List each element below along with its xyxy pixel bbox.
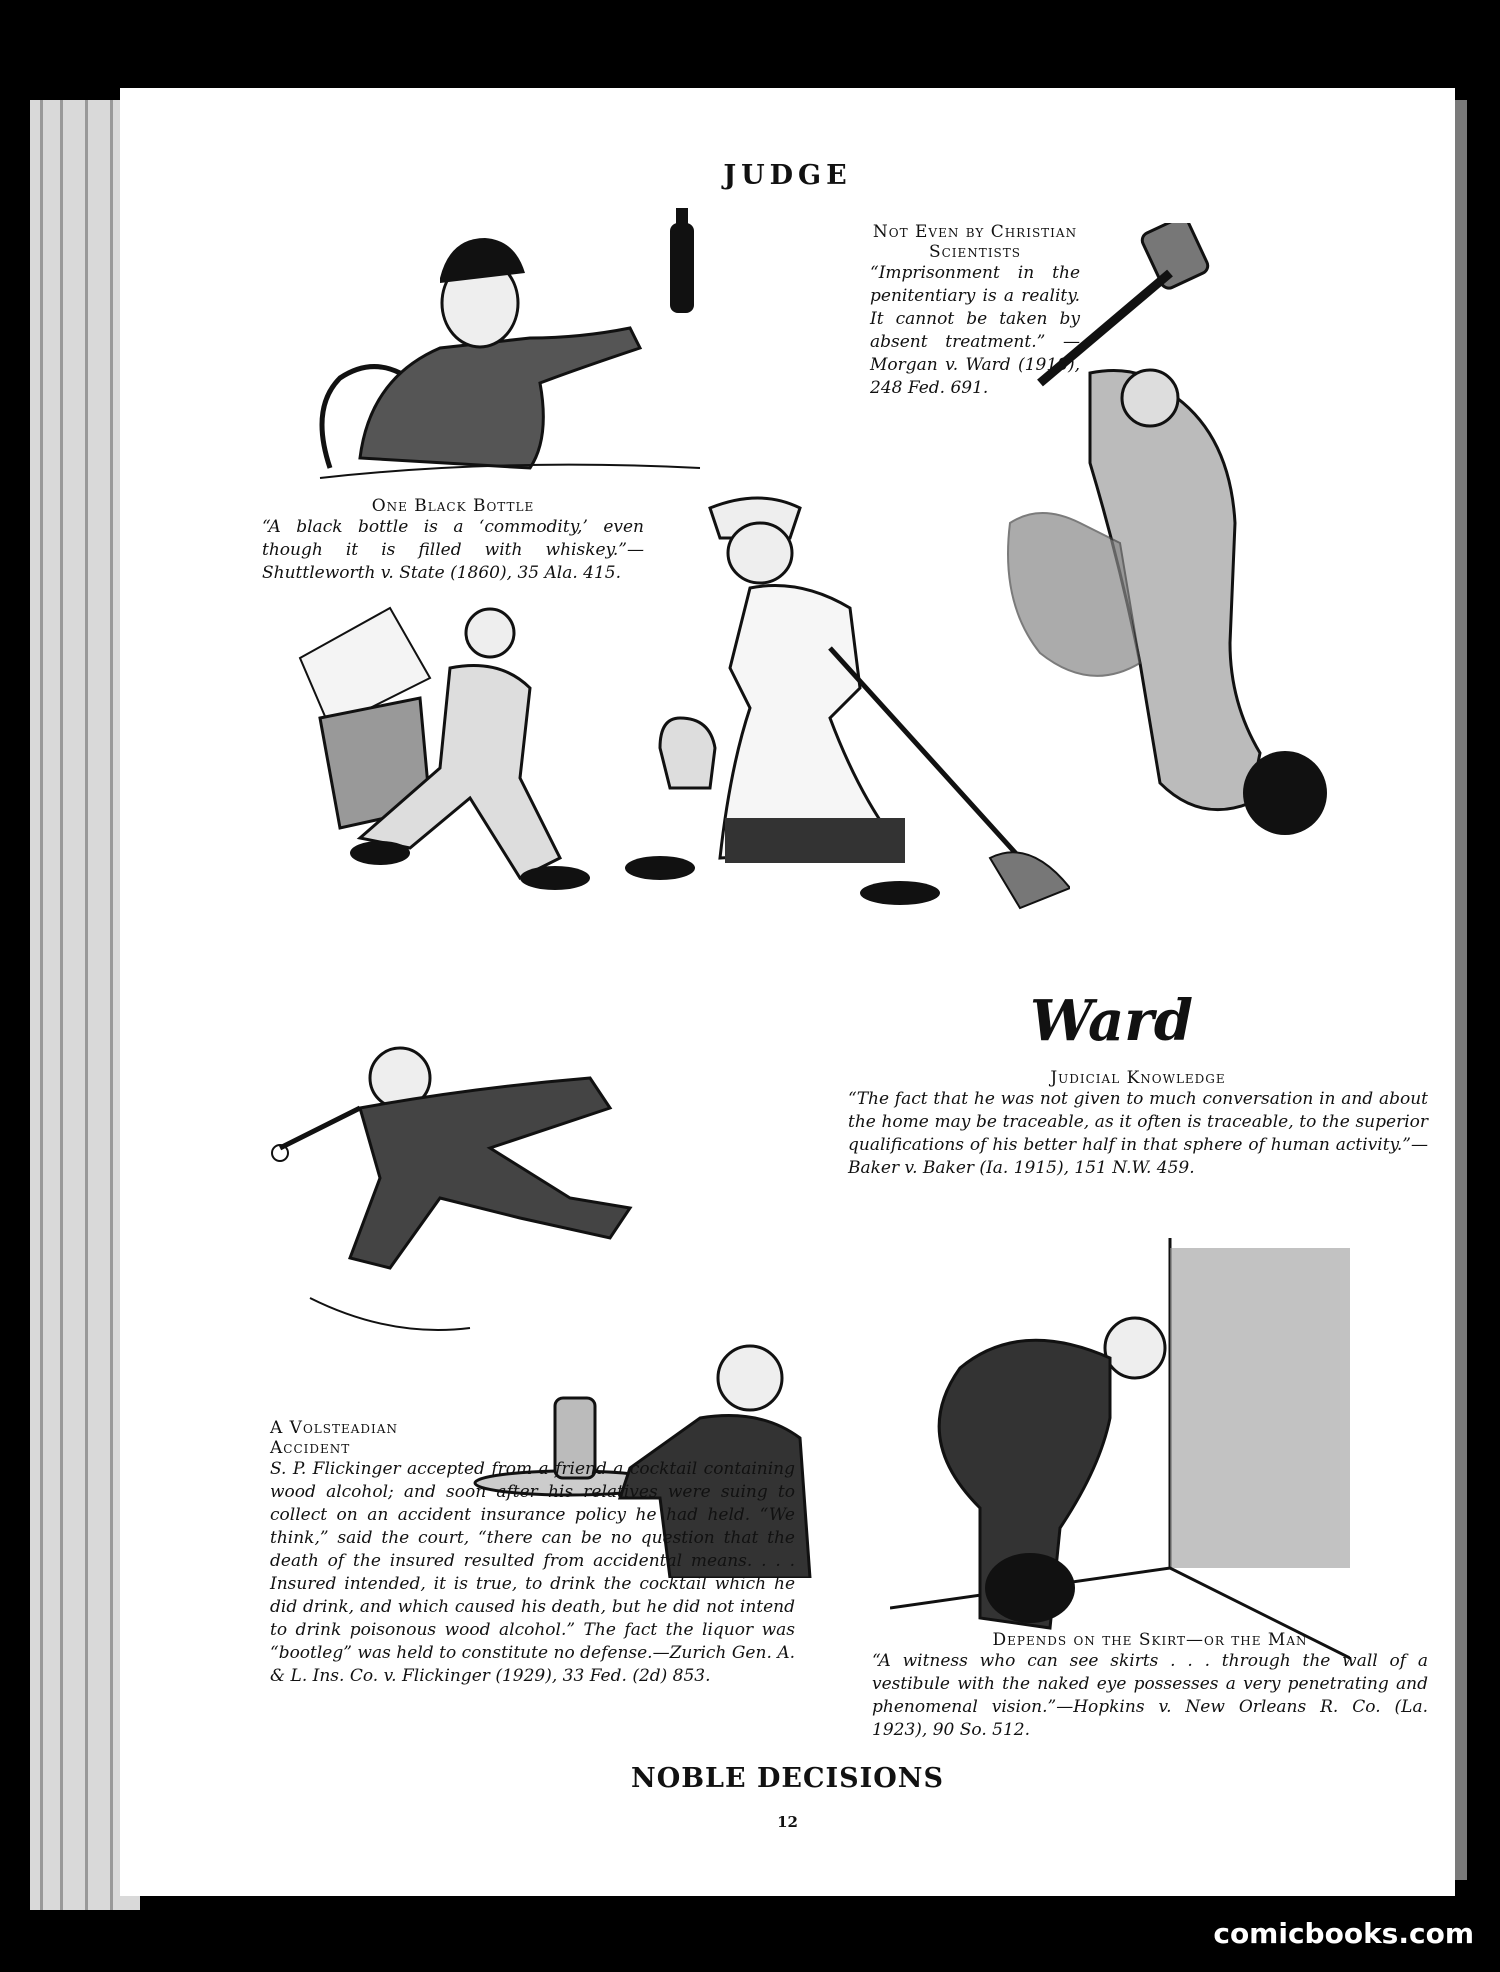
caption-title: Not Even by Christian Scientists (872, 222, 1078, 262)
illustration-man-peeking-at-wall (890, 1238, 1350, 1678)
illustration-man-with-bottle (300, 208, 750, 498)
illustration-maid-with-broom (600, 488, 1070, 938)
caption-title: A Volsteadian Accident (270, 1418, 398, 1458)
footer-title: NOBLE DECISIONS (631, 1763, 944, 1794)
caption-text: “A witness who can see skirts . . . through the wall of a vestibule with the naked eye possesses a very penetrating and phenomenal vision.”—Hopkins v. New Orleans R. Co. (La. 1923), 90 So. 512. (872, 1651, 1428, 1740)
page-right-edge (1455, 100, 1467, 1880)
caption-title: Depends on the Skirt—or the Man (992, 1630, 1308, 1650)
caption-title: One Black Bottle (371, 496, 535, 516)
caption-depends-on-the-skirt (872, 1630, 1428, 1742)
caption-text: “Imprisonment in the penitentiary is a reality. It cannot be taken by absent treatment.” — Morgan v. Ward (1918), 248 Fed. 691. (870, 263, 1080, 398)
caption-title: Judicial Knowledge (1050, 1068, 1226, 1088)
illustration-falling-man (270, 1008, 740, 1348)
caption-christian-scientists (870, 222, 1080, 400)
artist-signature: Ward (1030, 988, 1193, 1054)
caption-judicial-knowledge (848, 1068, 1428, 1180)
illustration-office-boy-with-basket (270, 578, 650, 908)
caption-one-black-bottle (262, 496, 644, 585)
page-number: 12 (777, 1813, 798, 1831)
caption-text: “A black bottle is a ‘commodity,’ even though it is filled with whiskey.”—Shuttleworth v. State (1860), 35 Ala. 415. (262, 517, 644, 583)
caption-volsteadian-accident (270, 1418, 795, 1688)
caption-text: S. P. Flickinger accepted from a friend a cocktail containing wood alcohol; and soon after his relatives were suing to collect on an accident insurance policy he had held. “We think,” said the court, “there can be no question that the death of the insured resulted from accidental means. . . . Insured intended, it is true, to drink the cocktail which he did drink, and which caused his death, but he did not intend to drink poisonous wood alcohol.” The fact the liquor was “bootleg” was held to constitute no defense.—Zurich Gen. A. & L. Ins. Co. v. Flickinger (1929), 33 Fed. (2d) 853. (270, 1459, 795, 1686)
caption-text: “The fact that he was not given to much conversation in and about the home may be traceable, as it often is traceable, to the superior qualifications of his better half in that sphere of human activity.”—Baker v. Baker (Ia. 1915), 151 N.W. 459. (848, 1089, 1428, 1178)
watermark: comicbooks.com (1213, 1917, 1474, 1950)
masthead: JUDGE (723, 160, 852, 191)
magazine-page (120, 88, 1455, 1896)
